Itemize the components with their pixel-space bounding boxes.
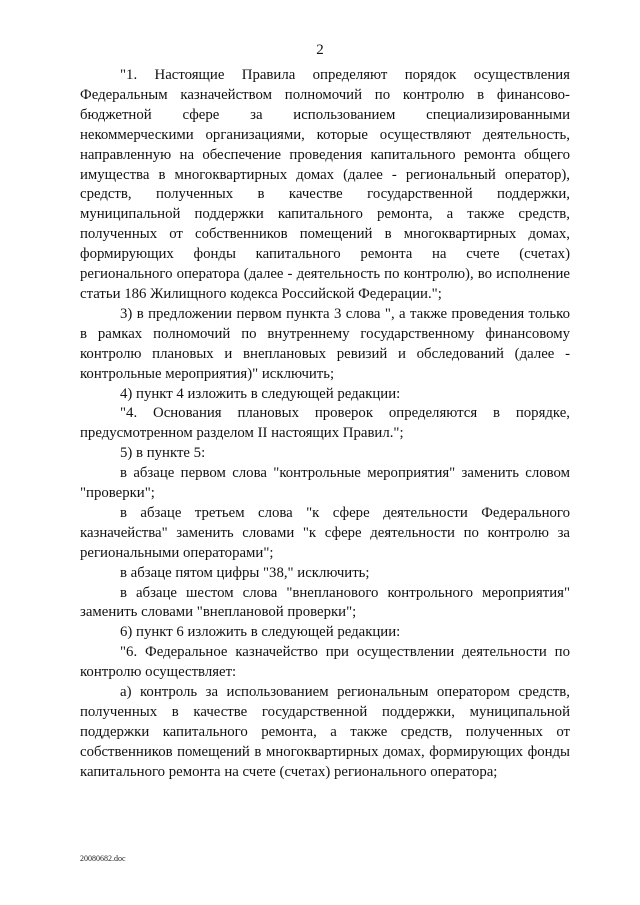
page-number: 2 xyxy=(316,42,324,58)
document-body xyxy=(80,66,570,783)
paragraph-rule-4-text: "4. Основания плановых проверок определяются в порядке, предусмотренном разделом II настоящих Правил."; xyxy=(80,405,570,442)
paragraph-rule-6-subitem-a: а) контроль за использованием региональным оператором средств, полученных в качестве государственной поддержки, муниципальной поддержки капитального ремонта, а также средств, полученных от собственников помещений в многоквартирных домах, формирующих фонды капитального ремонта на счете (счетах) регионального оператора; xyxy=(80,684,570,780)
paragraph-item-5-abzac-6: в абзаце шестом слова "внепланового контрольного мероприятия" заменить словами "внеплановой проверки"; xyxy=(80,584,570,621)
footer-document-id: 20080682.doc xyxy=(80,854,126,863)
paragraph-item-5: 5) в пункте 5: xyxy=(120,445,206,462)
paragraph-rule-1-text: "1. Настоящие Правила определяют порядок осуществления Федеральным казначейством полномочий по контролю в финансово-бюджетной сфере за использованием специализированными некоммерческими организациями, которые осуществляют деятельность, направленную на обеспечение проведения капитального ремонта общего имущества в многоквартирных домах (далее - региональный оператор), средств, полученных в качестве государственной поддержки, муниципальной поддержки капитального ремонта, а также средств, полученных от собственников помещений в многоквартирных домах, формирующих фонды капитального ремонта на счете (счетах) регионального оператора (далее - деятельность по контролю), во исполнение статьи 186 Жилищного кодекса Российской Федерации."; xyxy=(80,67,570,302)
paragraph-item-5-abzac-5: в абзаце пятом цифры "38," исключить; xyxy=(120,564,370,581)
paragraph-item-3: 3) в предложении первом пункта 3 слова ", а также проведения только в рамках полномочий по внутреннему государственному финансовому контролю плановых и внеплановых ревизий и обследований (далее - контрольные мероприятия)" исключить; xyxy=(80,305,570,382)
paragraph-rule-6-text: "6. Федеральное казначейство при осуществлении деятельности по контролю осуществляет: xyxy=(80,644,570,681)
paragraph-item-6: 6) пункт 6 изложить в следующей редакции: xyxy=(120,624,401,641)
paragraph-item-4: 4) пункт 4 изложить в следующей редакции: xyxy=(120,385,401,402)
paragraph-item-5-abzac-1: в абзаце первом слова "контрольные мероприятия" заменить словом "проверки"; xyxy=(80,465,570,502)
paragraph-item-5-abzac-3: в абзаце третьем слова "к сфере деятельности Федерального казначейства" заменить словами "к сфере деятельности по контролю за региональными операторами"; xyxy=(80,504,570,561)
